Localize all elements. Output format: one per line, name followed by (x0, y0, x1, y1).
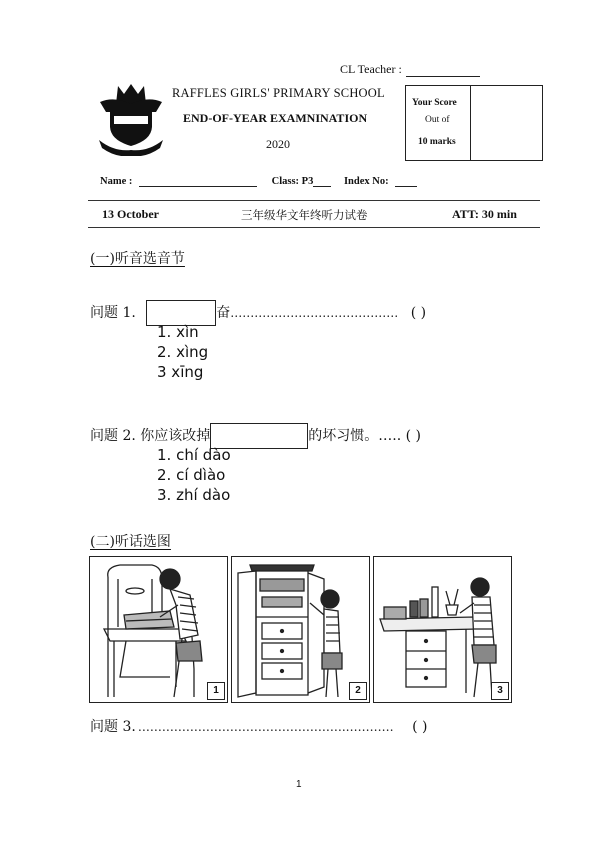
exam-date: 13 October (102, 207, 159, 221)
score-box (405, 85, 543, 161)
school-name: RAFFLES GIRLS' PRIMARY SCHOOL (172, 86, 385, 100)
girl-with-clothes-on-chair-picture (90, 557, 227, 702)
q2-option-2: 2. cí dìào (157, 466, 226, 484)
question-3-label: 问题 3. (90, 719, 136, 735)
question-1-bracket[interactable]: ( ) (410, 305, 427, 321)
score-label: Your Score (412, 98, 457, 108)
question-2 (90, 423, 421, 449)
question-2-label: 问题 2. (90, 428, 136, 444)
picture-option-2[interactable] (231, 556, 370, 703)
name-blank[interactable] (139, 176, 257, 187)
section-1-title: (一)听音选音节 (90, 251, 185, 267)
picture-2-number: 2 (349, 682, 367, 700)
score-box-divider (470, 86, 471, 160)
cl-teacher-field (340, 62, 480, 77)
question-3-bracket[interactable]: ( ) (412, 719, 428, 735)
exam-title: END-OF-YEAR EXAMNINATION (183, 111, 368, 125)
picture-1-number: 1 (207, 682, 225, 700)
q2-option-3: 3. zhí dào (157, 486, 231, 504)
score-out-of: Out of (425, 115, 450, 125)
cl-teacher-label: CL Teacher : (340, 62, 402, 76)
q2-option-1: 1. chí dào (157, 446, 231, 464)
page-number: 1 (296, 779, 302, 790)
question-2-text-after: 的坏习惯。….. (308, 428, 402, 444)
student-info-row (100, 176, 417, 187)
class-label: Class: P3 (271, 176, 314, 187)
q1-option-2: 2. xìng (157, 343, 209, 361)
question-2-bracket[interactable]: ( ) (405, 428, 421, 444)
question-3 (90, 716, 427, 736)
girl-at-wardrobe-picture (232, 557, 369, 702)
girl-at-study-desk-picture (374, 557, 511, 702)
school-crest-icon (96, 82, 166, 156)
index-blank[interactable] (395, 176, 417, 187)
picture-option-1[interactable] (89, 556, 228, 703)
exam-duration: ATT: 30 min (452, 207, 517, 221)
section-2-title: (二)听话选图 (90, 534, 171, 550)
exam-year: 2020 (266, 137, 290, 151)
question-1-label: 问题 1. (90, 305, 136, 321)
divider-line (88, 227, 540, 228)
picture-3-number: 3 (491, 682, 509, 700)
name-label: Name : (100, 176, 133, 187)
question-1 (90, 300, 426, 326)
class-blank[interactable] (313, 176, 331, 187)
index-label: Index No: (343, 176, 389, 187)
picture-option-3[interactable] (373, 556, 512, 703)
q1-option-3: 3 xīng (157, 363, 204, 381)
question-2-text-before: 你应该改掉 (140, 428, 211, 444)
paper-title: 三年级华文年终听力试卷 (241, 208, 368, 222)
question-1-text: 奋 (216, 305, 231, 321)
q1-option-1: 1. xìn (157, 323, 199, 341)
cl-teacher-blank[interactable] (406, 65, 480, 77)
score-total: 10 marks (418, 137, 456, 147)
question-3-dots: …………………………………………….………… (137, 720, 394, 734)
question-1-dots: …………………………………… (230, 306, 399, 320)
divider-line (88, 200, 540, 201)
